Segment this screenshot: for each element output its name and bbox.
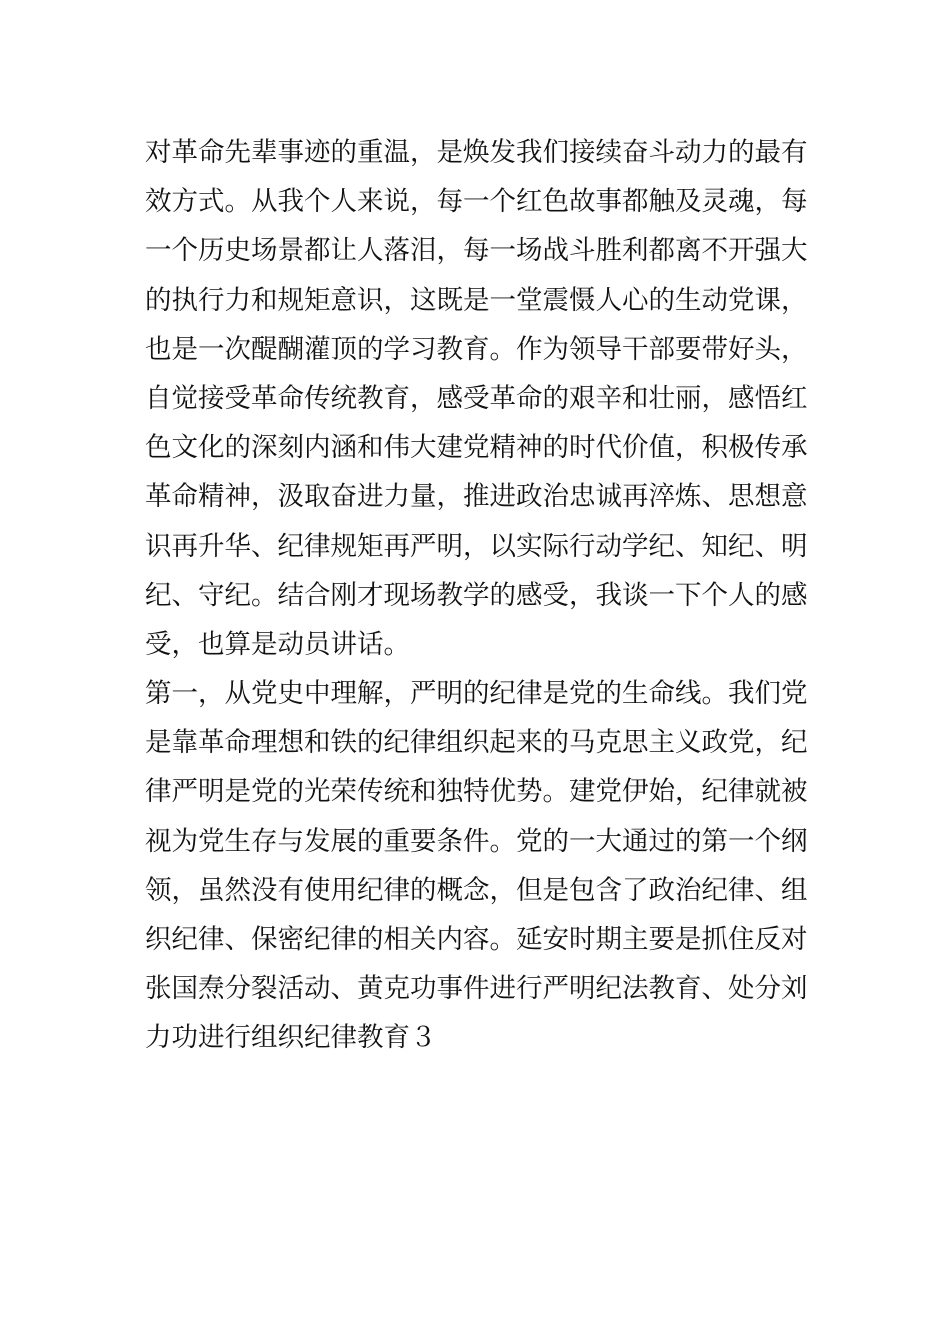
text-line: 领，虽然没有使用纪律的概念，但是包含了政治纪律、组 [145, 874, 808, 906]
text-line: 第一，从党史中理解，严明的纪律是党的生命线。我们党 [145, 678, 808, 710]
text-line: 自觉接受革命传统教育，感受革命的艰辛和壮丽，感悟红 [145, 382, 808, 414]
text-line: 织纪律、保密纪律的相关内容。延安时期主要是抓住反对 [145, 924, 808, 955]
text-line: 纪、守纪。结合刚才现场教学的感受，我谈一下个人的感 [145, 579, 808, 611]
text-line: 革命精神，汲取奋进力量，推进政治忠诚再淬炼、思想意 [145, 481, 808, 513]
text-line: 也是一次醍醐灌顶的学习教育。作为领导干部要带好头， [145, 333, 808, 365]
document-body [145, 128, 810, 1063]
text-line: 视为党生存与发展的重要条件。党的一大通过的第一个纲 [145, 825, 808, 857]
text-line: 对革命先辈事迹的重温，是焕发我们接续奋斗动力的最有 [145, 137, 808, 168]
text-line: 的执行力和规矩意识，这既是一堂震慑人心的生动党课， [145, 284, 808, 316]
text-line: 受，也算是动员讲话。 [145, 628, 410, 660]
text-line: 效方式。从我个人来说，每一个红色故事都触及灵魂，每 [145, 186, 808, 218]
text-line: 张国焘分裂活动、黄克功事件进行严明纪法教育、处分刘 [145, 973, 808, 1005]
text-line: 是靠革命理想和铁的纪律组织起来的马克思主义政党，纪 [145, 727, 808, 759]
text-line: 力功进行组织纪律教育３ [145, 1022, 437, 1054]
text-line: 色文化的深刻内涵和伟大建党精神的时代价值，积极传承 [145, 432, 808, 464]
text-line: 识再升华、纪律规矩再严明，以实际行动学纪、知纪、明 [145, 530, 808, 562]
text-line: 律严明是党的光荣传统和独特优势。建党伊始，纪律就被 [145, 776, 808, 808]
text-line: 一个历史场景都让人落泪，每一场战斗胜利都离不开强大 [145, 235, 808, 267]
